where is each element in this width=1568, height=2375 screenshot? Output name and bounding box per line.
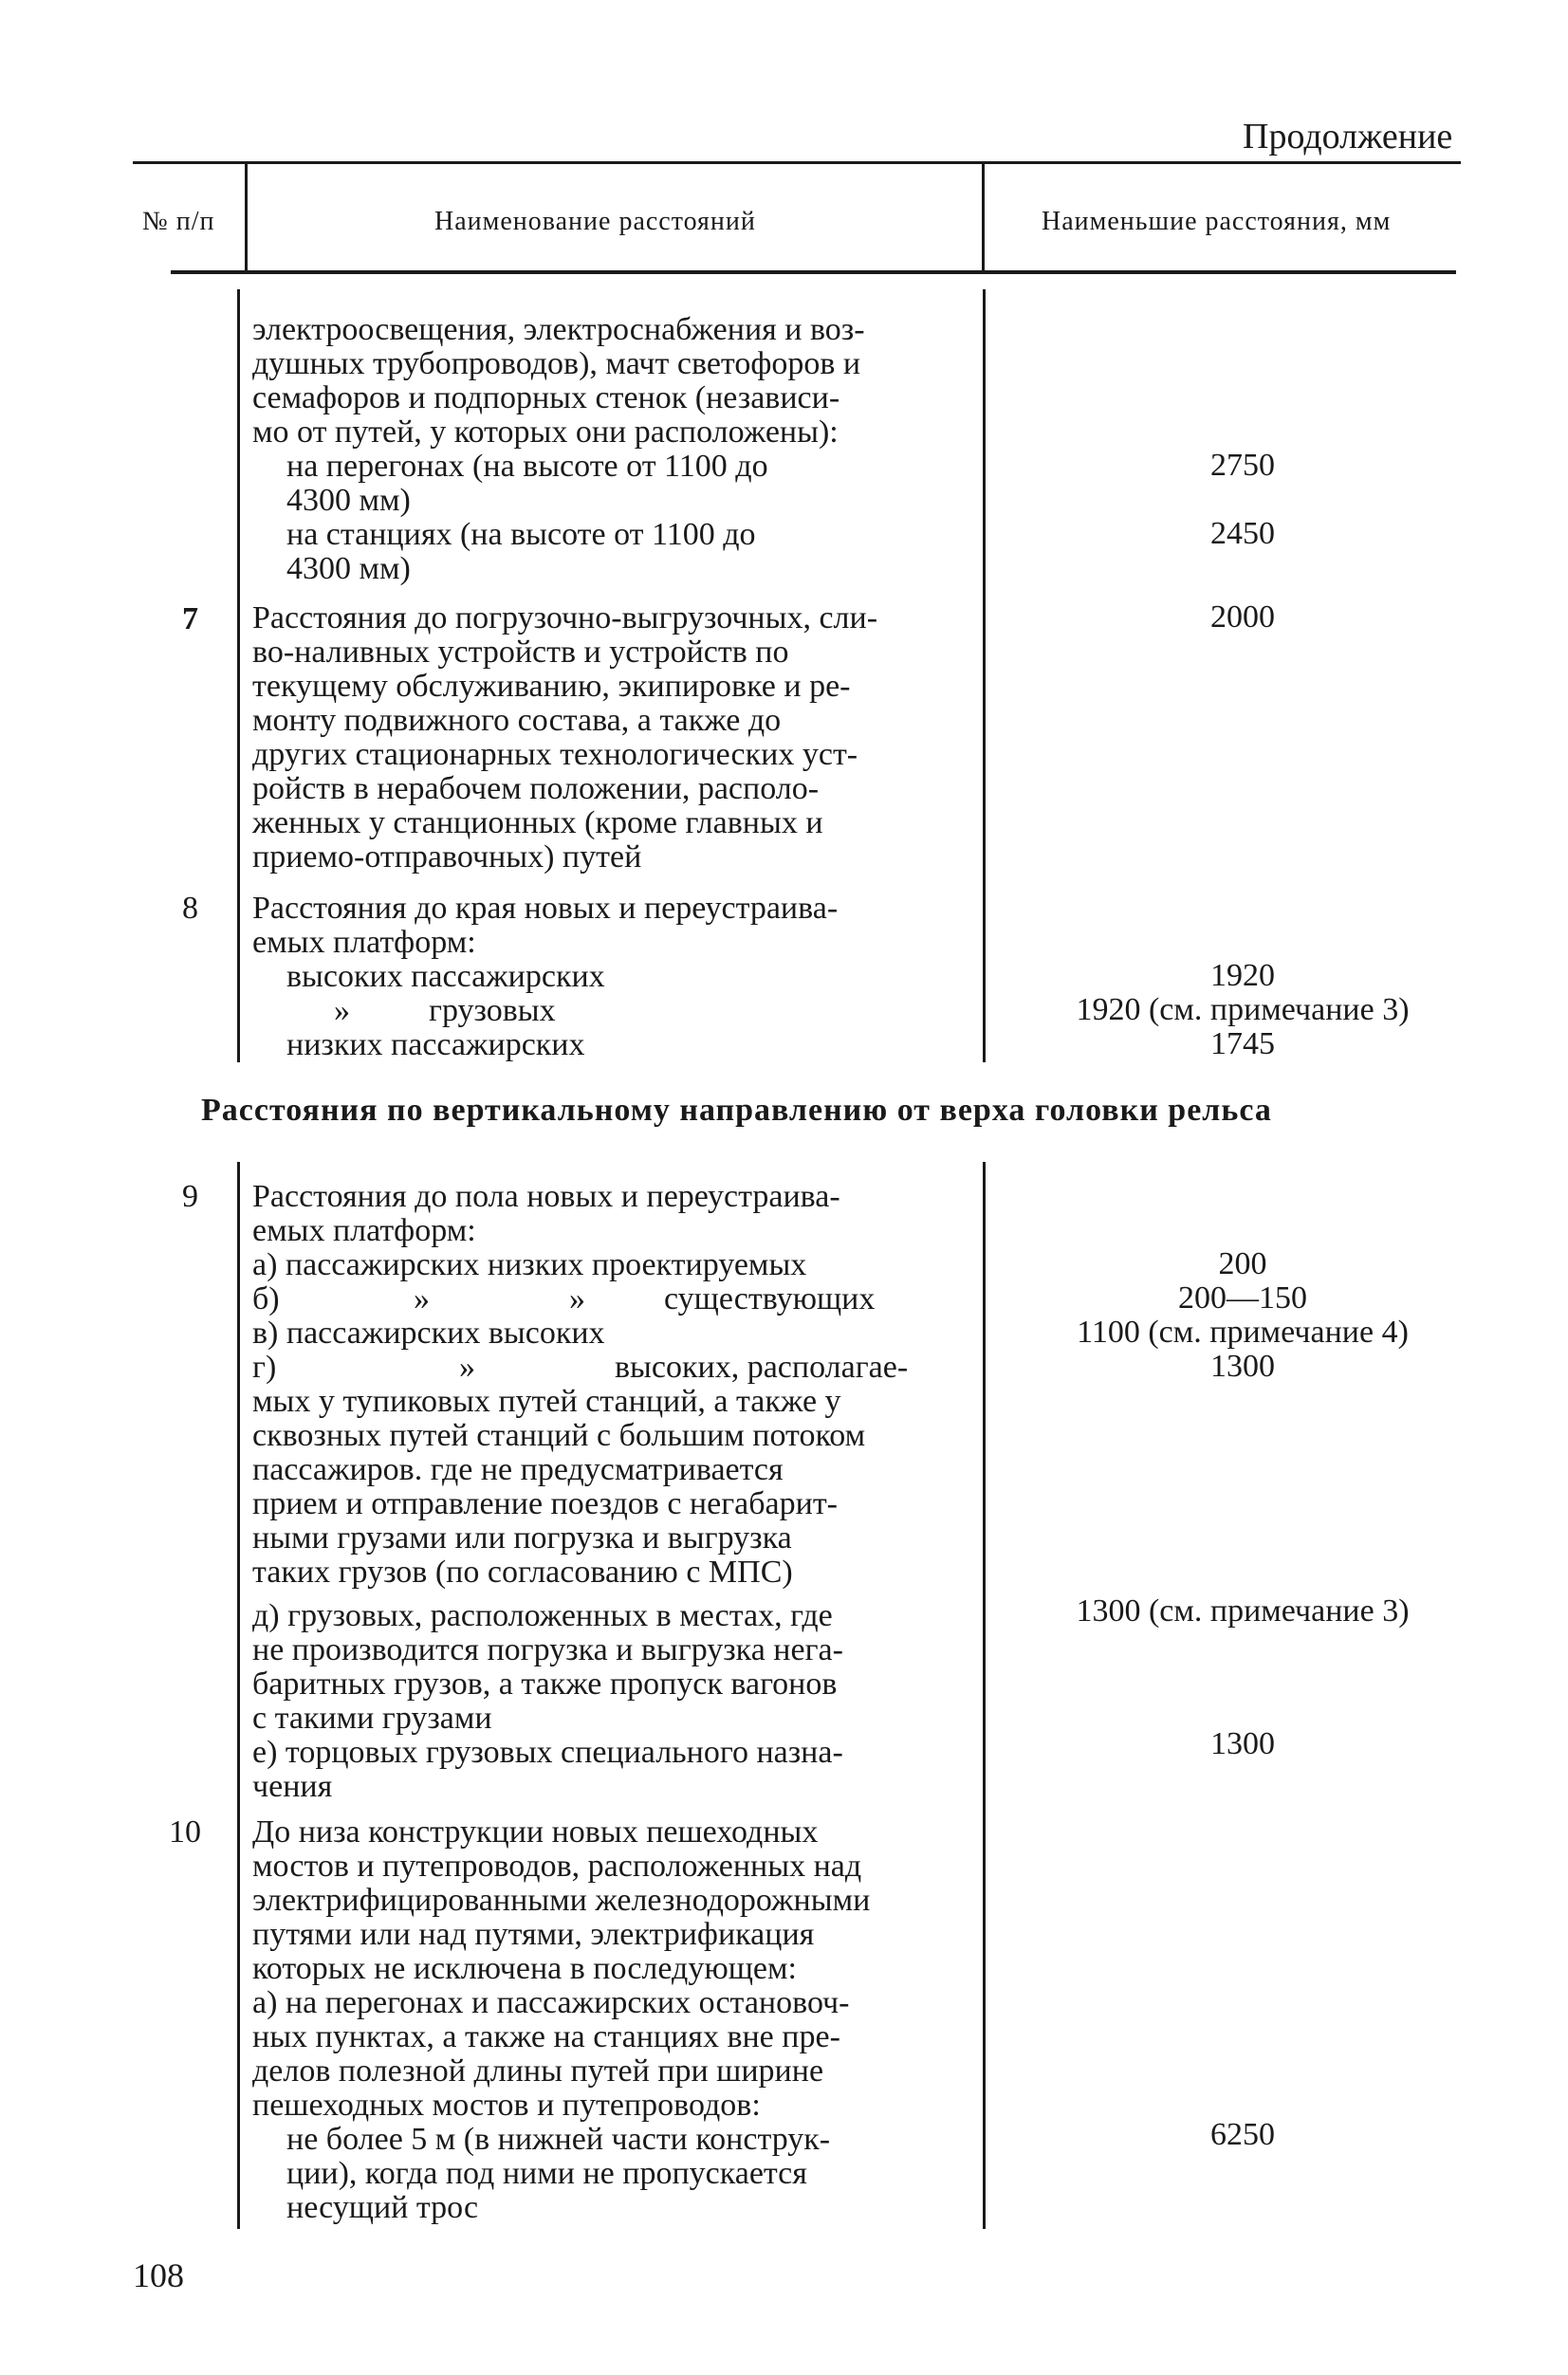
row-9-d-text: высоких, располагае- bbox=[615, 1350, 909, 1385]
row-9-a-value: 200 bbox=[1218, 1246, 1267, 1281]
top-table-col-divider-2 bbox=[983, 289, 986, 1062]
row-9-number: 9 bbox=[182, 1179, 198, 1214]
row-10-sub-value: 6250 bbox=[1210, 2117, 1275, 2152]
row-8-cargo: грузовых bbox=[429, 993, 556, 1028]
row-10-number: 10 bbox=[169, 1814, 201, 1850]
row-8-high-passenger: высоких пассажирских bbox=[286, 959, 605, 994]
row-10-text: До низа конструкции новых пешеходных мостов и путепроводов, расположенных над электрифицированными железнодорожными путями или над путями, электрификация которых не исключена в последующем: а) на перегонах и пассажирских остановоч- ных пунктах, а также на станциях вне пре- делов полезной длины путей при ширине пешеходных мостов и путепроводов: bbox=[252, 1814, 871, 2123]
top-table-col-divider-1 bbox=[237, 289, 240, 1062]
row-9-c: в) пассажирских высоких bbox=[252, 1316, 605, 1351]
row-9-d-value: 1300 bbox=[1210, 1349, 1275, 1384]
row-9-b-text: существующих bbox=[664, 1281, 876, 1316]
bottom-table-col-divider-1 bbox=[237, 1162, 240, 2229]
header-col-name: Наименование расстояний bbox=[434, 207, 756, 236]
row-8-number: 8 bbox=[182, 891, 198, 926]
header-col-value: Наименьшие расстояния, мм bbox=[1042, 207, 1392, 236]
row-9-d-label: г) bbox=[252, 1350, 277, 1385]
row-9-f-value: 1300 bbox=[1210, 1726, 1275, 1761]
row-6-sub-peregon-value: 2750 bbox=[1210, 448, 1275, 483]
row-8-ditto-mark: » bbox=[334, 993, 350, 1028]
row-8-high-passenger-value: 1920 bbox=[1210, 958, 1275, 993]
header-top-rule bbox=[133, 161, 1461, 164]
row-6-continuation-text: электроосвещения, электроснабжения и воз- душных трубопроводов), мачт светофоров и семафоров и подпорных стенок (независи- мо от путей, у которых они расположены): bbox=[252, 312, 865, 450]
bottom-table-col-divider-2 bbox=[983, 1162, 986, 2229]
header-col-divider-1 bbox=[245, 163, 248, 270]
row-8-low-passenger: низких пассажирских bbox=[286, 1027, 585, 1062]
row-7-value: 2000 bbox=[1210, 599, 1275, 635]
row-9-d-ditto: » bbox=[459, 1350, 475, 1385]
row-9-c-value: 1100 (см. примечание 4) bbox=[1077, 1315, 1409, 1350]
row-9-a: а) пассажирских низких проектируемых bbox=[252, 1247, 807, 1282]
continuation-label: Продолжение bbox=[1243, 117, 1453, 156]
header-col-divider-2 bbox=[982, 163, 985, 270]
row-9-e: д) грузовых, расположенных в местах, где не производится погрузка и выгрузка нега- баритных грузов, а также пропуск вагонов с такими грузами bbox=[252, 1598, 843, 1736]
row-9-b-value: 200—150 bbox=[1178, 1280, 1307, 1316]
row-9-b-ditto-1: » bbox=[414, 1281, 430, 1316]
row-9-f: е) торцовых грузовых специального назна- чения bbox=[252, 1735, 843, 1804]
row-10-sub: не более 5 м (в нижней части конструк- ции), когда под ними не пропускается несущий трос bbox=[286, 2122, 831, 2225]
row-9-b-label: б) bbox=[252, 1281, 280, 1316]
row-8-low-passenger-value: 1745 bbox=[1210, 1026, 1275, 1061]
header-bottom-rule bbox=[171, 270, 1456, 274]
row-9-e-value: 1300 (см. примечание 3) bbox=[1076, 1593, 1410, 1629]
row-7-number: 7 bbox=[182, 601, 198, 636]
row-9-text: Расстояния до пола новых и переустраива- емых платформ: bbox=[252, 1179, 840, 1248]
row-7-text: Расстояния до погрузочно-выгрузочных, сли- во-наливных устройств и устройств по текущему обслуживанию, экипировке и ре- монту подвижного состава, а также до других стационарных технологических уст- ройств в нерабочем положении, располо- женных у станционных (кроме главных и приемо-отправочных) путей bbox=[252, 600, 878, 875]
section-title: Расстояния по вертикальному направлению от верха головки рельса bbox=[201, 1093, 1272, 1128]
row-6-sub-station: на станциях (на высоте от 1100 до 4300 мм) bbox=[286, 517, 756, 586]
row-6-sub-peregon: на перегонах (на высоте от 1100 до 4300 мм) bbox=[286, 449, 768, 518]
row-8-cargo-value: 1920 (см. примечание 3) bbox=[1076, 992, 1410, 1027]
row-6-sub-station-value: 2450 bbox=[1210, 516, 1275, 551]
row-8-text: Расстояния до края новых и переустраива- емых платформ: bbox=[252, 891, 839, 960]
row-9-b-ditto-2: » bbox=[569, 1281, 585, 1316]
row-9-d-continuation: мых у тупиковых путей станций, а также у сквозных путей станций с большим потоком пассажиров. где не предусматривается прием и отправление поездов с негабарит- ными грузами или погрузка и выгрузка таких грузов (по согласованию с МПС) bbox=[252, 1384, 866, 1590]
page-number: 108 bbox=[133, 2256, 184, 2294]
header-col-number: № п/п bbox=[142, 207, 215, 236]
